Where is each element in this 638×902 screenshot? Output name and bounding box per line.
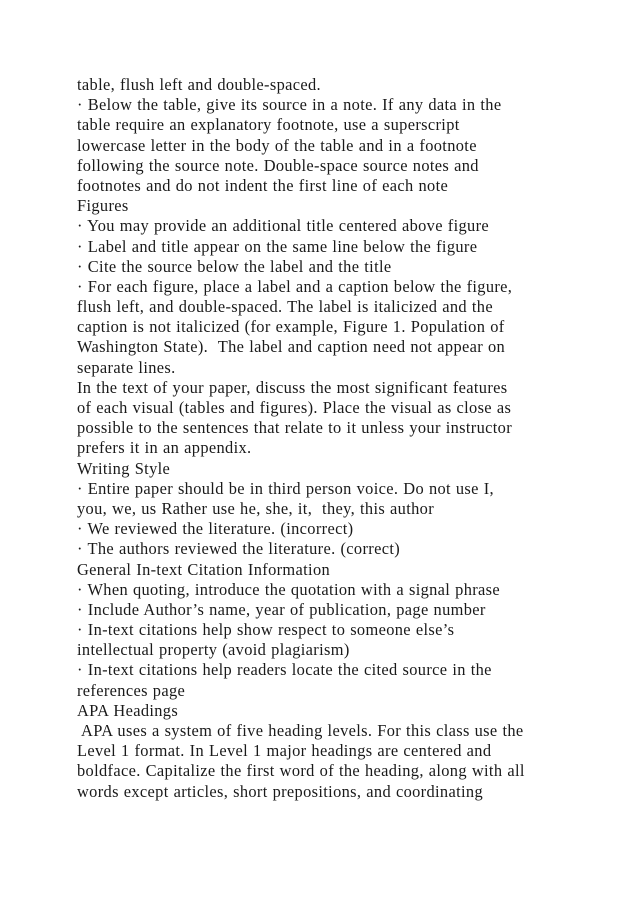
text-line: · We reviewed the literature. (incorrect) — [77, 519, 354, 539]
text-line: · For each figure, place a label and a caption below the figure, — [77, 276, 513, 296]
text-line: · Entire paper should be in third person voice. Do not use I, — [77, 478, 494, 498]
text-line: flush left, and double-spaced. The label is italicized and the — [77, 297, 493, 317]
text-line: · In-text citations help readers locate the cited source in the — [77, 660, 492, 680]
text-line: · The authors reviewed the literature. (correct) — [77, 539, 401, 559]
text-line: · Below the table, give its source in a note. If any data in the — [77, 95, 502, 115]
text-line: you, we, us Rather use he, she, it, they, this author — [77, 498, 435, 518]
text-line: · Include Author’s name, year of publication, page number — [77, 599, 486, 619]
text-line: APA uses a system of five heading levels. For this class use the — [77, 721, 524, 740]
section-heading-writing-style: Writing Style — [77, 458, 171, 478]
text-line: caption is not italicized (for example, Figure 1. Population of — [77, 317, 505, 337]
text-line: · In-text citations help show respect to someone else’s — [77, 620, 455, 640]
text-line: boldface. Capitalize the first word of the heading, along with all — [77, 761, 525, 781]
text-line: Level 1 format. In Level 1 major headings are centered and — [77, 741, 492, 761]
text-line: words except articles, short prepositions, and coordinating — [77, 781, 484, 801]
section-heading-citation-info: General In-text Citation Information — [77, 559, 331, 579]
text-line: possible to the sentences that relate to it unless your instructor — [77, 418, 513, 438]
text-line: lowercase letter in the body of the table and in a footnote — [77, 135, 477, 155]
text-line: following the source note. Double-space source notes and — [77, 155, 479, 175]
text-line: footnotes and do not indent the first line of each note — [77, 175, 449, 195]
text-line: of each visual (tables and figures). Place the visual as close as — [77, 398, 512, 417]
document-body — [77, 75, 597, 802]
text-line: table, flush left and double-spaced. — [77, 75, 321, 94]
text-line: · You may provide an additional title centered above figure — [77, 216, 490, 236]
text-line: Washington State). The label and caption need not appear on — [77, 337, 506, 357]
text-line: intellectual property (avoid plagiarism) — [77, 640, 350, 660]
text-line: · When quoting, introduce the quotation with a signal phrase — [77, 579, 501, 599]
text-line: separate lines. — [77, 357, 176, 377]
text-line: In the text of your paper, discuss the most significant features — [77, 377, 508, 397]
section-heading-figures: Figures — [77, 196, 129, 216]
text-line: prefers it in an appendix. — [77, 438, 252, 458]
text-line: references page — [77, 680, 186, 700]
section-heading-apa-headings: APA Headings — [77, 700, 179, 720]
text-line: table require an explanatory footnote, use a superscript — [77, 115, 460, 135]
text-line: · Label and title appear on the same line below the figure — [77, 236, 478, 256]
text-line: · Cite the source below the label and the title — [77, 256, 392, 276]
